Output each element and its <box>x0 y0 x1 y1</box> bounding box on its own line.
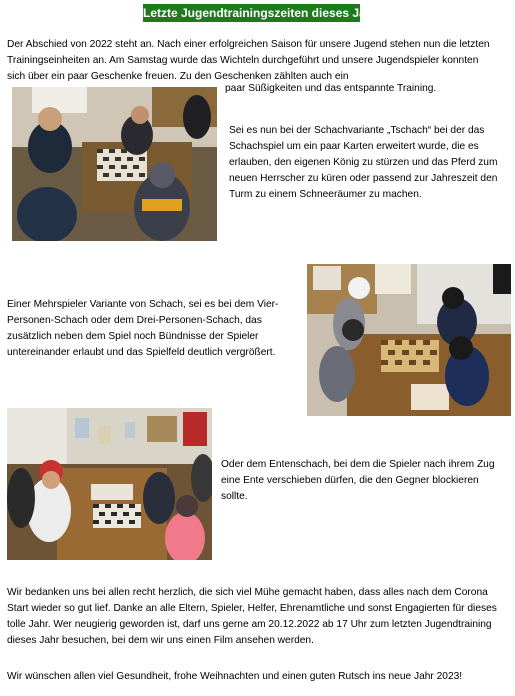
photo-duck-chess <box>7 408 212 560</box>
photo-wichteln-chess <box>12 87 217 241</box>
tschach-paragraph: Sei es nun bei der Schachvariante „Tschach“ bei der das Schachspiel um ein paar Karten erweitert wurde, die es erlauben, den eigenen König zu stürzen und das Pferd zum neuen Herrscher zu küren oder passend zur Jahreszeit den Turm zu einem Schneeräumer zu machen. <box>229 125 498 200</box>
multiplayer-paragraph: Einer Mehrspieler Variante von Schach, sei es bei dem Vier-Personen-Schach oder dem Drei-Personen-Schach, das zusätzlich neben dem Spiel noch Bündnisse der Spieler untereinander erlaubt und das Spielfeld deutlich vergrößert. <box>7 299 279 358</box>
photo-multiplayer-chess <box>307 264 511 416</box>
duck-chess-paragraph: Oder dem Entenschach, bei dem die Spieler nach ihrem Zug eine Ente verschieben dürfen, die den Gegner blockieren sollte. <box>221 459 495 502</box>
intro-continuation: paar Süßigkeiten und das entspannte Training. <box>225 83 437 94</box>
intro-paragraph: Der Abschied von 2022 steht an. Nach einer erfolgreichen Saison für unsere Jugend stehen nun die letzten Trainingseinheiten an. Am Samstag wurde das Wichteln durchgeführt und unsere Jugendspieler konnten sich über ein paar Geschenke freuen. Zu den Geschenken zählten auch ein <box>7 39 490 82</box>
thanks-paragraph: Wir bedanken uns bei allen recht herzlich, die sich viel Mühe gemacht haben, dass alles nach dem Corona Start wieder so gut lief. Danke an alle Eltern, Spieler, Helfer, Ehrenamtliche und sonst Engagierten für dieses tolle Jahr. Wer neugierig geworden ist, darf uns gerne am 20.12.2022 ab 17 Uhr zum letzten Jugendtraining dieses Jahr besuchen, bei dem wir uns einen Film ansehen werden. <box>7 587 497 646</box>
wishes-paragraph: Wir wünschen allen viel Gesundheit, frohe Weihnachten und einen guten Rutsch ins neue Jahr 2023! <box>7 671 463 682</box>
page-title: Letzte Jugendtrainingszeiten dieses Jahr <box>143 6 378 20</box>
